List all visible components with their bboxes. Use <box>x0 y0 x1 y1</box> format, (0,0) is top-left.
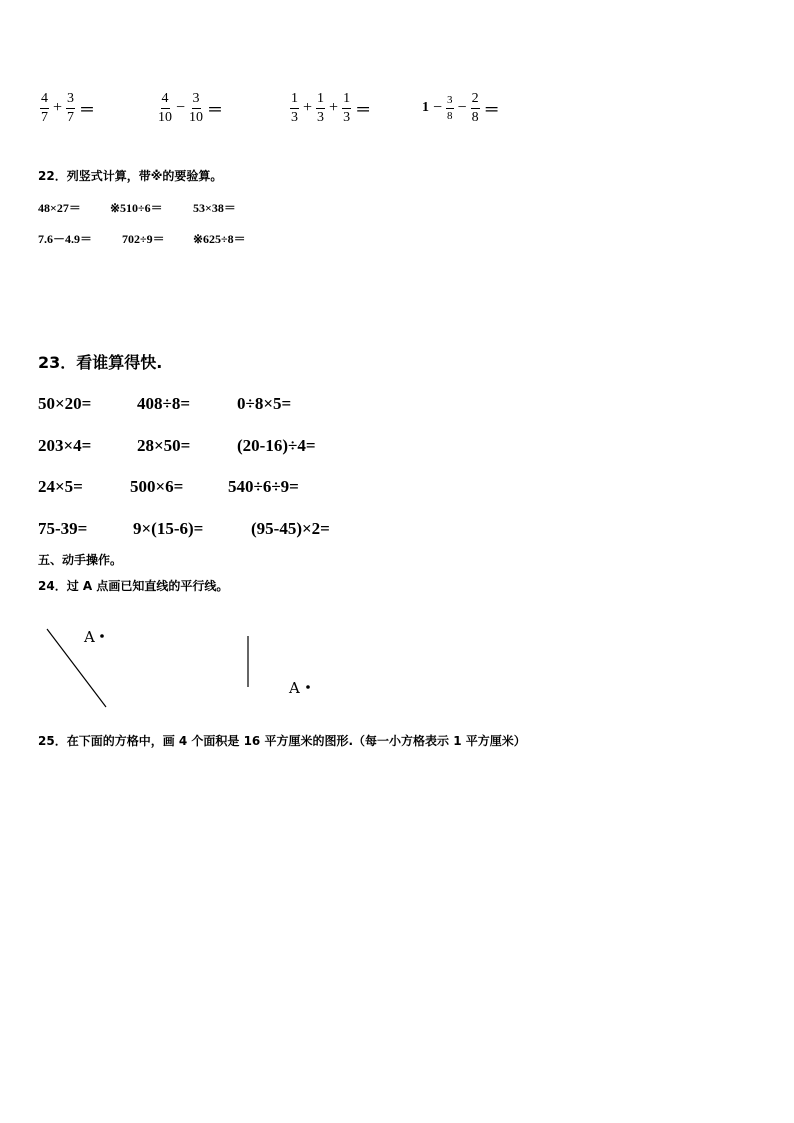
numerator: 4 <box>161 92 170 109</box>
q22-item: 53×38＝ <box>193 201 236 215</box>
denominator: 8 <box>471 109 479 125</box>
fraction <box>66 92 75 125</box>
q23-item: (95-45)×2= <box>251 519 330 538</box>
q23-item: 28×50= <box>137 436 191 455</box>
equals-sign: ＝ <box>483 101 500 119</box>
equals-sign: ＝ <box>355 101 372 119</box>
denominator: 3 <box>317 109 325 125</box>
q22-item: 48×27＝ <box>38 201 81 215</box>
denominator: 10 <box>158 109 172 125</box>
q23-item: 0÷8×5= <box>237 394 292 413</box>
fraction-problem-3 <box>288 86 371 130</box>
point-a-dot <box>306 685 310 689</box>
denominator: 7 <box>67 109 75 125</box>
point-a-label: A <box>84 628 95 646</box>
q24-figure <box>0 600 794 720</box>
given-line-slanted <box>47 629 106 707</box>
point-a-dot <box>100 634 104 638</box>
operator: + <box>53 99 63 116</box>
q24-title: 24．过 A 点画已知直线的平行线。 <box>38 579 229 593</box>
q23-item: (20-16)÷4= <box>237 436 316 455</box>
point-a-label: A <box>289 679 300 697</box>
q22-title: 22．列竖式计算，带※的要验算。 <box>38 169 223 183</box>
q25-title: 25．在下面的方格中，画 4 个面积是 16 平方厘米的图形.（每一小方格表示 1 平方厘米） <box>38 734 526 748</box>
operator: + <box>303 99 313 116</box>
numerator: 4 <box>40 92 49 109</box>
fraction <box>471 92 480 125</box>
fraction-problem-4 <box>422 86 500 130</box>
q23-title: 23．看谁算得快. <box>38 353 163 372</box>
q23-item: 24×5= <box>38 477 83 496</box>
operator: − <box>457 99 467 116</box>
numerator: 1 <box>342 92 351 109</box>
denominator: 3 <box>343 109 351 125</box>
denominator: 3 <box>291 109 298 125</box>
q23-item: 203×4= <box>38 436 92 455</box>
numerator: 3 <box>192 92 201 109</box>
equals-sign: ＝ <box>79 101 96 119</box>
fraction <box>189 92 203 125</box>
fraction <box>40 92 49 125</box>
q23-item: 408÷8= <box>137 394 191 413</box>
whole-number: 1 <box>422 100 429 115</box>
q23-item: 540÷6÷9= <box>228 477 299 496</box>
q22-item: 702÷9＝ <box>122 232 165 246</box>
fraction-problem-2 <box>156 86 223 130</box>
numerator: 3 <box>66 92 75 109</box>
fraction <box>290 92 299 125</box>
denominator: 10 <box>189 109 204 125</box>
operator: + <box>329 99 339 116</box>
fraction <box>446 95 454 122</box>
fraction <box>316 92 325 125</box>
q22-item: 7.6－4.9＝ <box>38 232 93 246</box>
fraction <box>342 92 351 125</box>
numerator: 1 <box>316 92 325 109</box>
operator: − <box>433 99 443 116</box>
q22-item: ※625÷8＝ <box>193 232 246 246</box>
numerator: 3 <box>446 95 454 109</box>
operator: − <box>176 99 186 116</box>
fraction <box>158 92 172 125</box>
q22-item: ※510÷6＝ <box>110 201 163 215</box>
q23-item: 75-39= <box>38 519 88 538</box>
section-heading: 五、动手操作。 <box>38 553 123 567</box>
equals-sign: ＝ <box>207 101 224 119</box>
numerator: 2 <box>471 92 480 109</box>
q23-item: 9×(15-6)= <box>133 519 204 538</box>
q23-item: 50×20= <box>38 394 92 413</box>
denominator: 8 <box>447 109 453 122</box>
q23-item: 500×6= <box>130 477 184 496</box>
fraction-problem-1 <box>38 86 95 130</box>
denominator: 7 <box>41 109 48 125</box>
numerator: 1 <box>290 92 299 109</box>
